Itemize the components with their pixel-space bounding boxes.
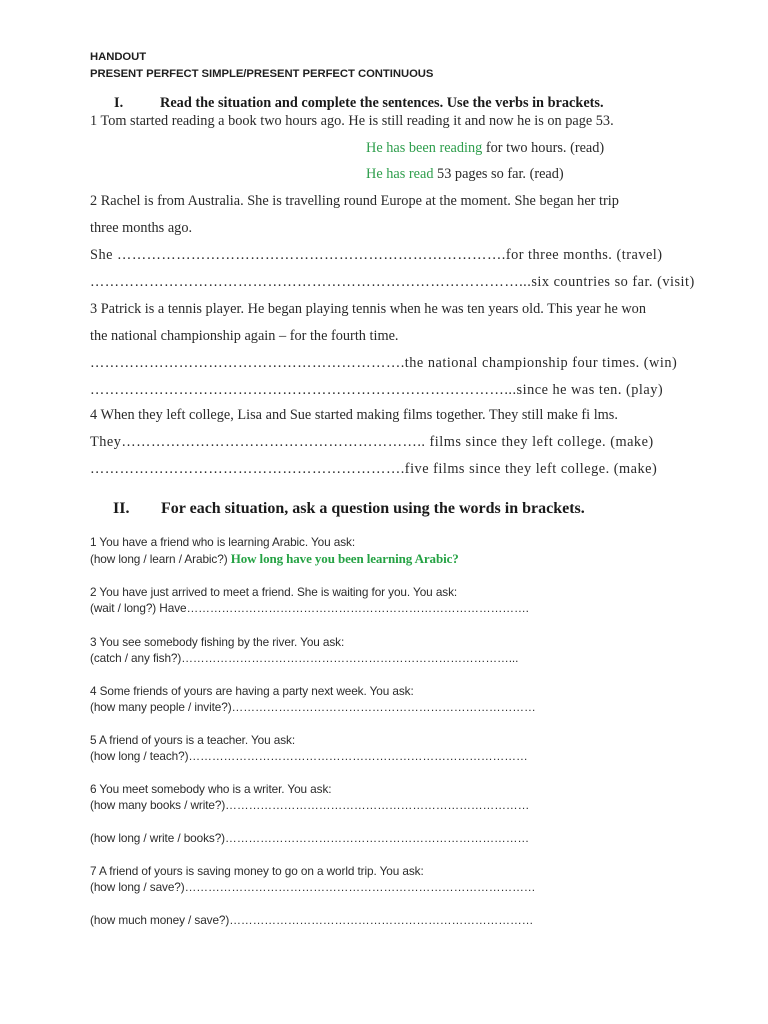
- s1-q1-answer-1: [366, 139, 604, 157]
- s1-q2-text-line2: three months ago.: [90, 220, 193, 236]
- s1-q1-answer-1-example: He has been reading: [366, 140, 483, 156]
- s2-q5-situation: 5 A friend of yours is a teacher. You ask:: [90, 733, 296, 747]
- s1-q1-answer-2: [366, 165, 564, 183]
- s2-q7-blank-1[interactable]: (how long / save?)………………………………………………………………………………: [90, 880, 536, 894]
- s1-q3-text-line1: 3 Patrick is a tennis player. He began playing tennis when he was ten years old. This year he won: [90, 301, 646, 317]
- section-2-number: II.: [113, 500, 130, 517]
- s1-q2-blank-2[interactable]: ……………………………………………………………………………...six countries so far. (visit): [90, 274, 695, 290]
- s1-q1-answer-2-example: He has read: [366, 166, 434, 182]
- s2-q4-situation: 4 Some friends of yours are having a party next week. You ask:: [90, 684, 414, 698]
- s1-q4-blank-2[interactable]: ……………………………………………………….five films since they left college. (make): [90, 461, 658, 477]
- s2-q1-situation: 1 You have a friend who is learning Arabic. You ask:: [90, 535, 356, 549]
- s1-q4-blank-1[interactable]: They…………………………………………………….. films since they left college. (make): [90, 434, 654, 450]
- s2-q7-situation: 7 A friend of yours is saving money to go on a world trip. You ask:: [90, 864, 424, 878]
- s2-q2-blank[interactable]: (wait / long?) Have…………………………………………………………………………….: [90, 601, 529, 615]
- s1-q2-text-line1: 2 Rachel is from Australia. She is travelling round Europe at the moment. She began her trip: [90, 193, 619, 209]
- section-2-heading: [90, 500, 585, 518]
- s2-q1-cue: (how long / learn / Arabic?): [90, 552, 231, 566]
- handout-subtitle: PRESENT PERFECT SIMPLE/PRESENT PERFECT CONTINUOUS: [90, 68, 434, 80]
- section-1-number: I.: [114, 95, 124, 111]
- s2-q7-blank-2[interactable]: (how much money / save?)……………………………………………………………………: [90, 913, 534, 927]
- s1-q3-blank-2[interactable]: …………………………………………………………………………...since he was ten. (play): [90, 382, 664, 398]
- s1-q1-text: 1 Tom started reading a book two hours ago. He is still reading it and now he is on page 53.: [90, 113, 614, 129]
- s1-q3-blank-1[interactable]: ……………………………………………………….the national championship four times. (win): [90, 355, 678, 371]
- handout-title: HANDOUT: [90, 51, 147, 63]
- section-2-heading-text: For each situation, ask a question using the words in brackets.: [161, 500, 585, 517]
- s2-q1-cue-line: [90, 551, 459, 567]
- s2-q6-situation: 6 You meet somebody who is a writer. You ask:: [90, 782, 332, 796]
- s1-q4-text: 4 When they left college, Lisa and Sue started making films together. They still make fi lms.: [90, 407, 618, 423]
- s2-q4-blank[interactable]: (how many people / invite?)……………………………………………………………………: [90, 700, 536, 714]
- s2-q1-example-answer: How long have you been learning Arabic?: [230, 551, 459, 566]
- s2-q5-blank[interactable]: (how long / teach?)……………………………………………………………………………: [90, 749, 528, 763]
- s2-q3-situation: 3 You see somebody fishing by the river. You ask:: [90, 635, 345, 649]
- s1-q1-answer-1-rest: for two hours. (read): [482, 140, 605, 156]
- s2-q3-blank[interactable]: (catch / any fish?)…………………………………………………………………………...: [90, 651, 519, 665]
- section-1-heading-text: Read the situation and complete the sentences. Use the verbs in brackets.: [160, 95, 604, 111]
- section-1-heading: [90, 94, 604, 112]
- s2-q6-blank-2[interactable]: (how long / write / books?)……………………………………………………………………: [90, 831, 530, 845]
- s1-q3-text-line2: the national championship again – for the fourth time.: [90, 328, 399, 344]
- s2-q6-blank-1[interactable]: (how many books / write?)……………………………………………………………………: [90, 798, 530, 812]
- s1-q2-blank-1[interactable]: She …………………………………………………………………….for three months. (travel): [90, 247, 663, 263]
- s1-q1-answer-2-rest: 53 pages so far. (read): [433, 166, 564, 182]
- s2-q2-situation: 2 You have just arrived to meet a friend. She is waiting for you. You ask:: [90, 585, 458, 599]
